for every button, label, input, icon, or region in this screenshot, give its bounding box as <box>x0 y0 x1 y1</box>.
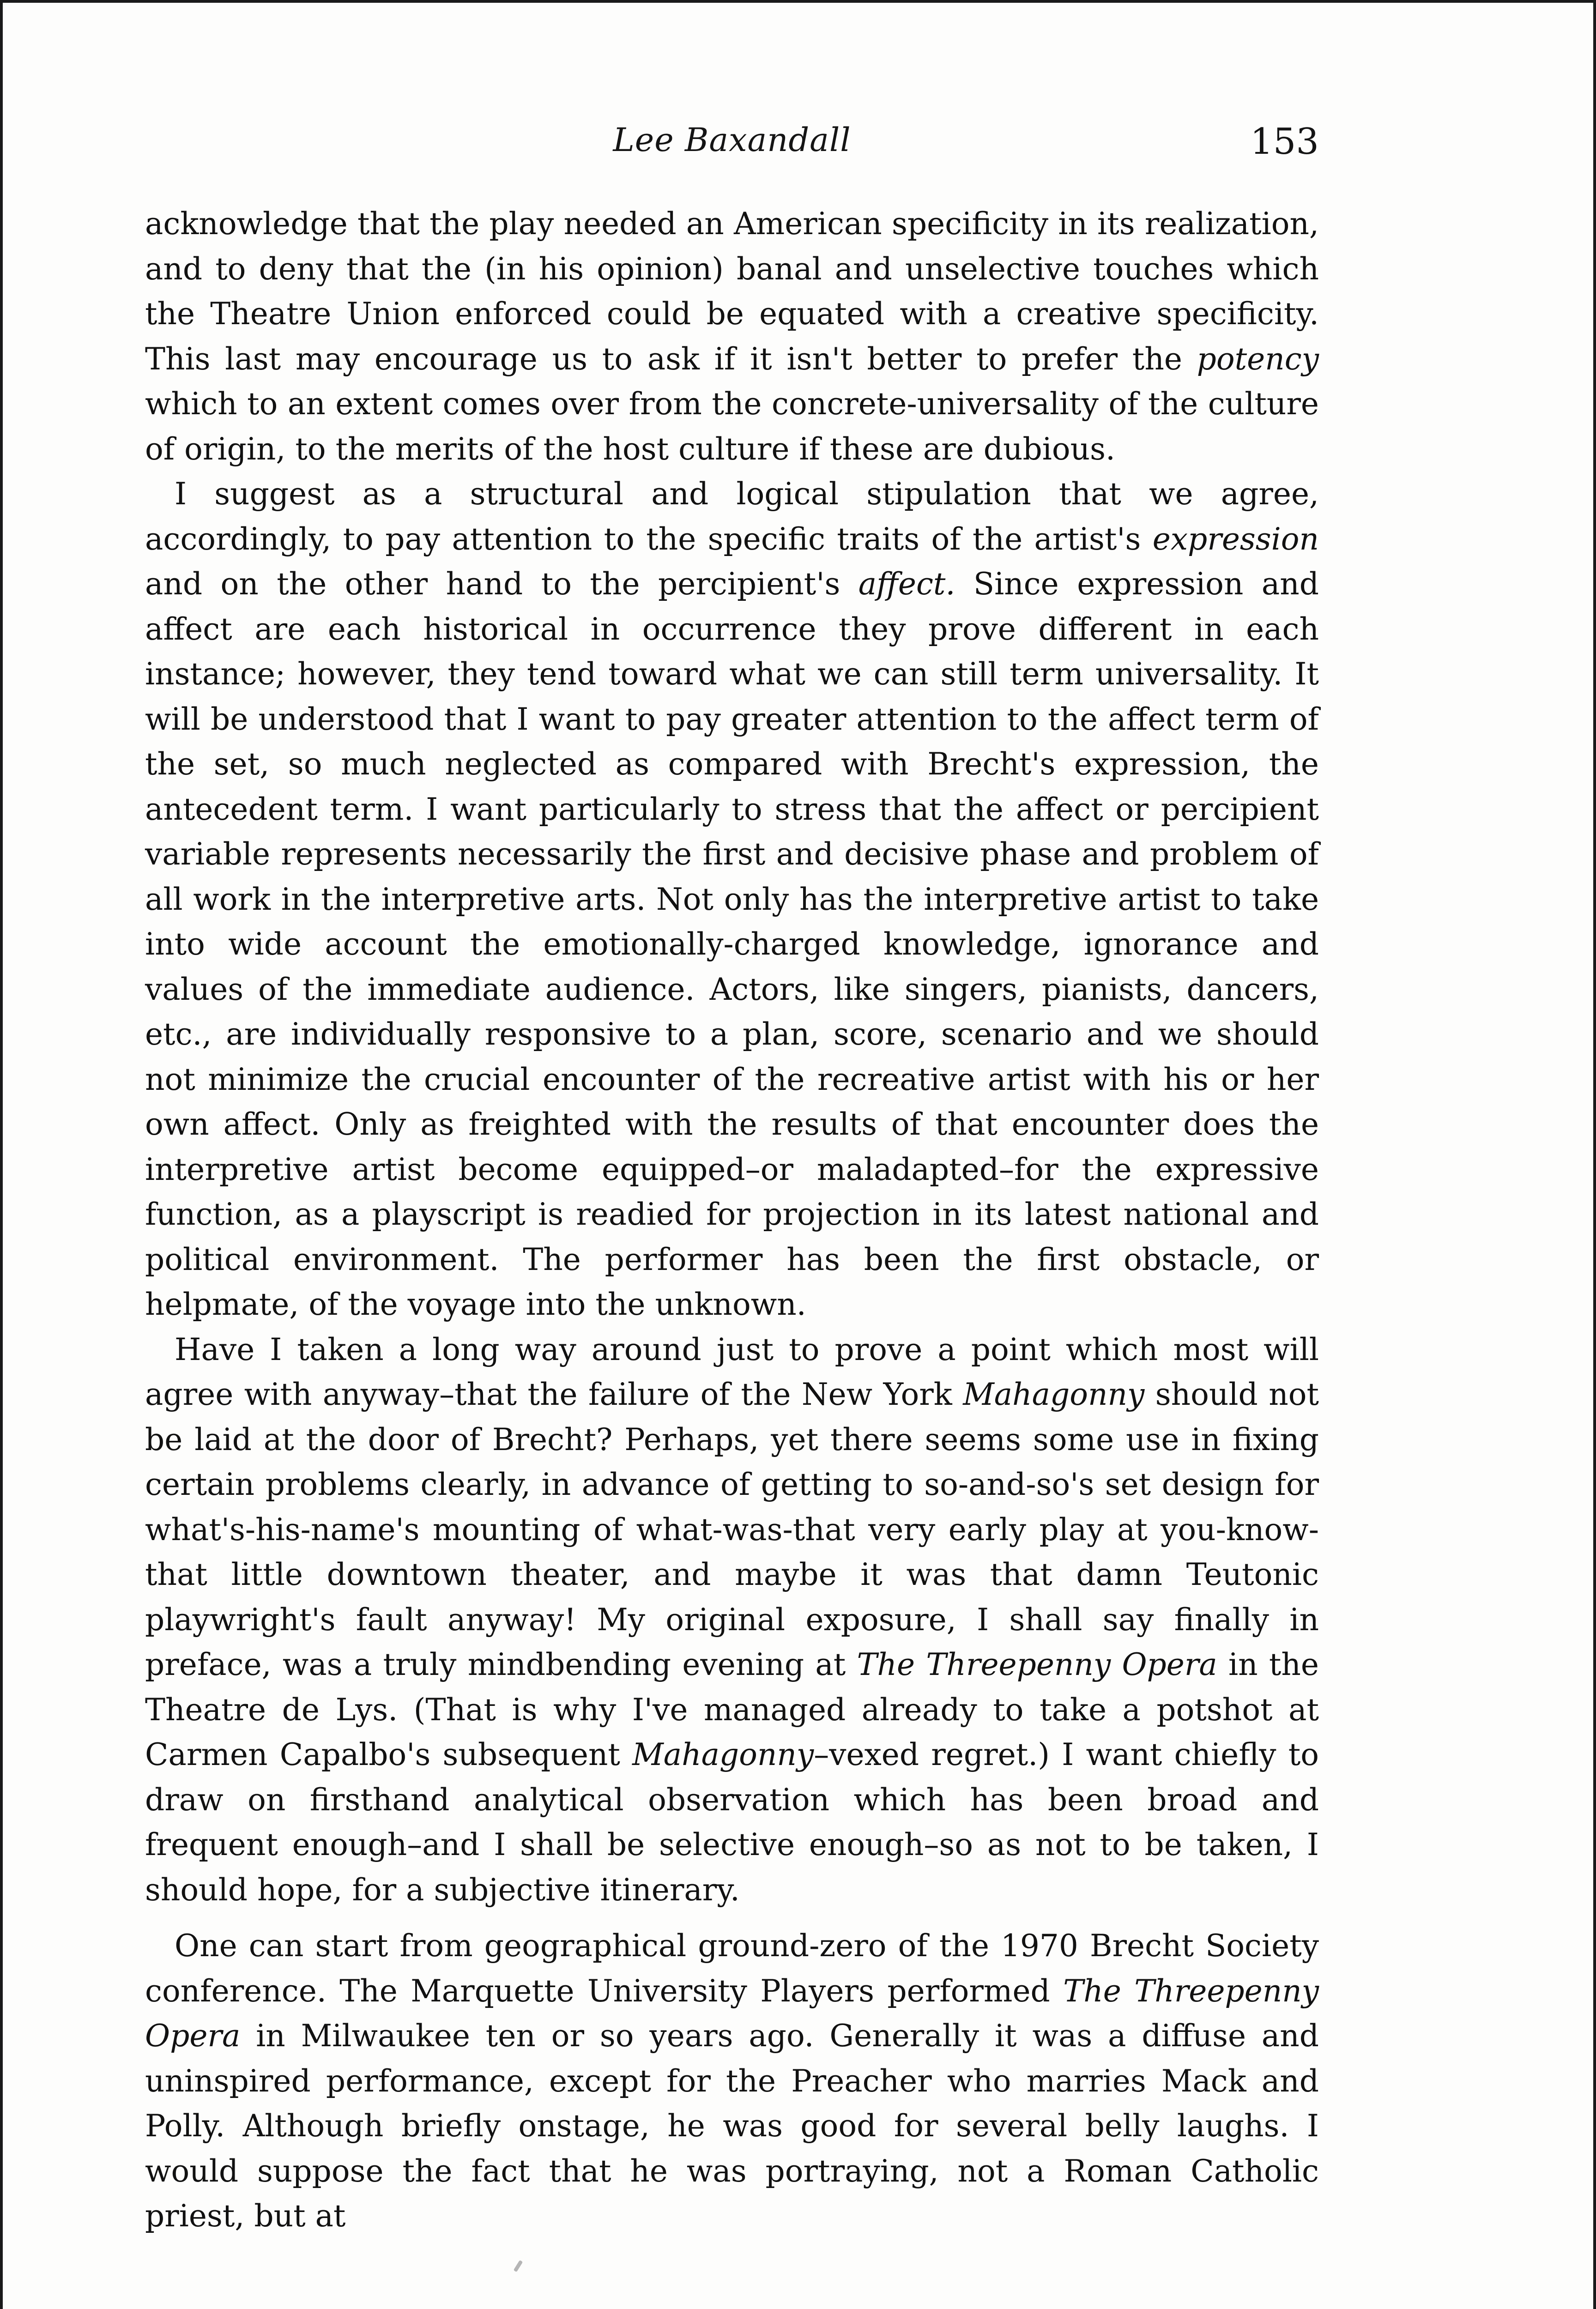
paragraph-2-text-2: and on the other hand to the percipient's <box>145 566 858 602</box>
paragraph-2 <box>145 471 1319 1327</box>
paragraph-3 <box>145 1327 1319 1913</box>
paragraph-3-text-3: in the Theatre de Lys. (That is why I've managed already to take a potshot at Carmen Capalbo's subsequent <box>145 1647 1319 1772</box>
paragraph-3-text-4: –vexed regret.) I want chiefly to draw on firsthand analytical observation which has been broad and frequent enough–and I shall be selective enough–so as not to be taken, I should hope, for a subjective itinerary. <box>145 1737 1319 1908</box>
paragraph-1 <box>145 201 1319 471</box>
emphasis-expression: expression <box>1152 521 1319 557</box>
page-number: 153 <box>1250 121 1319 163</box>
paragraph-4 <box>145 1923 1319 2239</box>
paragraph-3-text-2: should not be laid at the door of Brecht? Perhaps, yet there seems some use in fixing certain problems clearly, in advance of getting to so-and-so's set design for what's-his-name's mounting of what-was-that very early play at you-know-that little downtown theater, and maybe it was that damn Teutonic playwright's fault anyway! My original exposure, I shall say finally in preface, was a truly mindbending evening at <box>145 1377 1319 1682</box>
paragraph-1-text-1: acknowledge that the play needed an American specificity in its realization, and to deny that the (in his opinion) banal and unselective touches which the Theatre Union enforced could be equated with a creative specificity. This last may encourage us to ask if it isn't better to prefer the <box>145 206 1319 377</box>
title-mahagonny-1: Mahagonny <box>963 1377 1145 1412</box>
title-mahagonny-2: Mahagonny <box>632 1737 814 1772</box>
running-head <box>145 112 1319 167</box>
body-text <box>145 201 1319 2239</box>
paragraph-2-text-3: Since expression and affect are each historical in occurrence they prove different in each instance; however, they tend toward what we can still term universality. It will be understood that I want to pay greater attention to the affect term of the set, so much neglected as compared with Brecht's expression, the antecedent term. I want particularly to stress that the affect or percipient variable represents necessarily the first and decisive phase and problem of all work in the interpretive arts. Not only has the interpretive artist to take into wide account the emotionally-charged knowledge, ignorance and values of the immediate audience. Actors, like singers, pianists, dancers, etc., are individually responsive to a plan, score, scenario and we should not minimize the crucial encounter of the recreative artist with his or her own affect. Only as freighted with the results of that encounter does the interpretive artist become equipped–or maladapted–for the expressive function, as a playscript is readied for projection in its latest national and political environment. The performer has been the first obstacle, or helpmate, of the voyage into the unknown. <box>145 566 1319 1322</box>
emphasis-potency: potency <box>1197 341 1319 377</box>
title-threepenny-opera-2: The Threepenny Opera <box>145 1973 1319 2054</box>
paragraph-1-text-2: which to an extent comes over from the concrete-universality of the culture of origin, to the merits of the host culture if these are dubious. <box>145 386 1319 467</box>
running-head-author: Lee Baxandall <box>613 121 851 159</box>
title-threepenny-opera-1: The Threepenny Opera <box>857 1647 1217 1682</box>
emphasis-affect: affect. <box>858 566 955 602</box>
paragraph-3-text-1: Have I taken a long way around just to prove a point which most will agree with anyway–that the failure of the New York <box>145 1331 1319 1412</box>
scan-speck <box>514 2260 523 2272</box>
paragraph-4-text-2: in Milwaukee ten or so years ago. Generally it was a diffuse and uninspired performance, except for the Preacher who marries Mack and Polly. Although briefly onstage, he was good for several belly laughs. I would suppose the fact that he was portraying, not a Roman Catholic priest, but at <box>145 2018 1319 2234</box>
paragraph-4-text-1: One can start from geographical ground-zero of the 1970 Brecht Society conference. The Marquette University Players performed <box>145 1928 1319 2009</box>
paragraph-2-text-1: I suggest as a structural and logical stipulation that we agree, accordingly, to pay attention to the specific traits of the artist's <box>145 476 1319 557</box>
